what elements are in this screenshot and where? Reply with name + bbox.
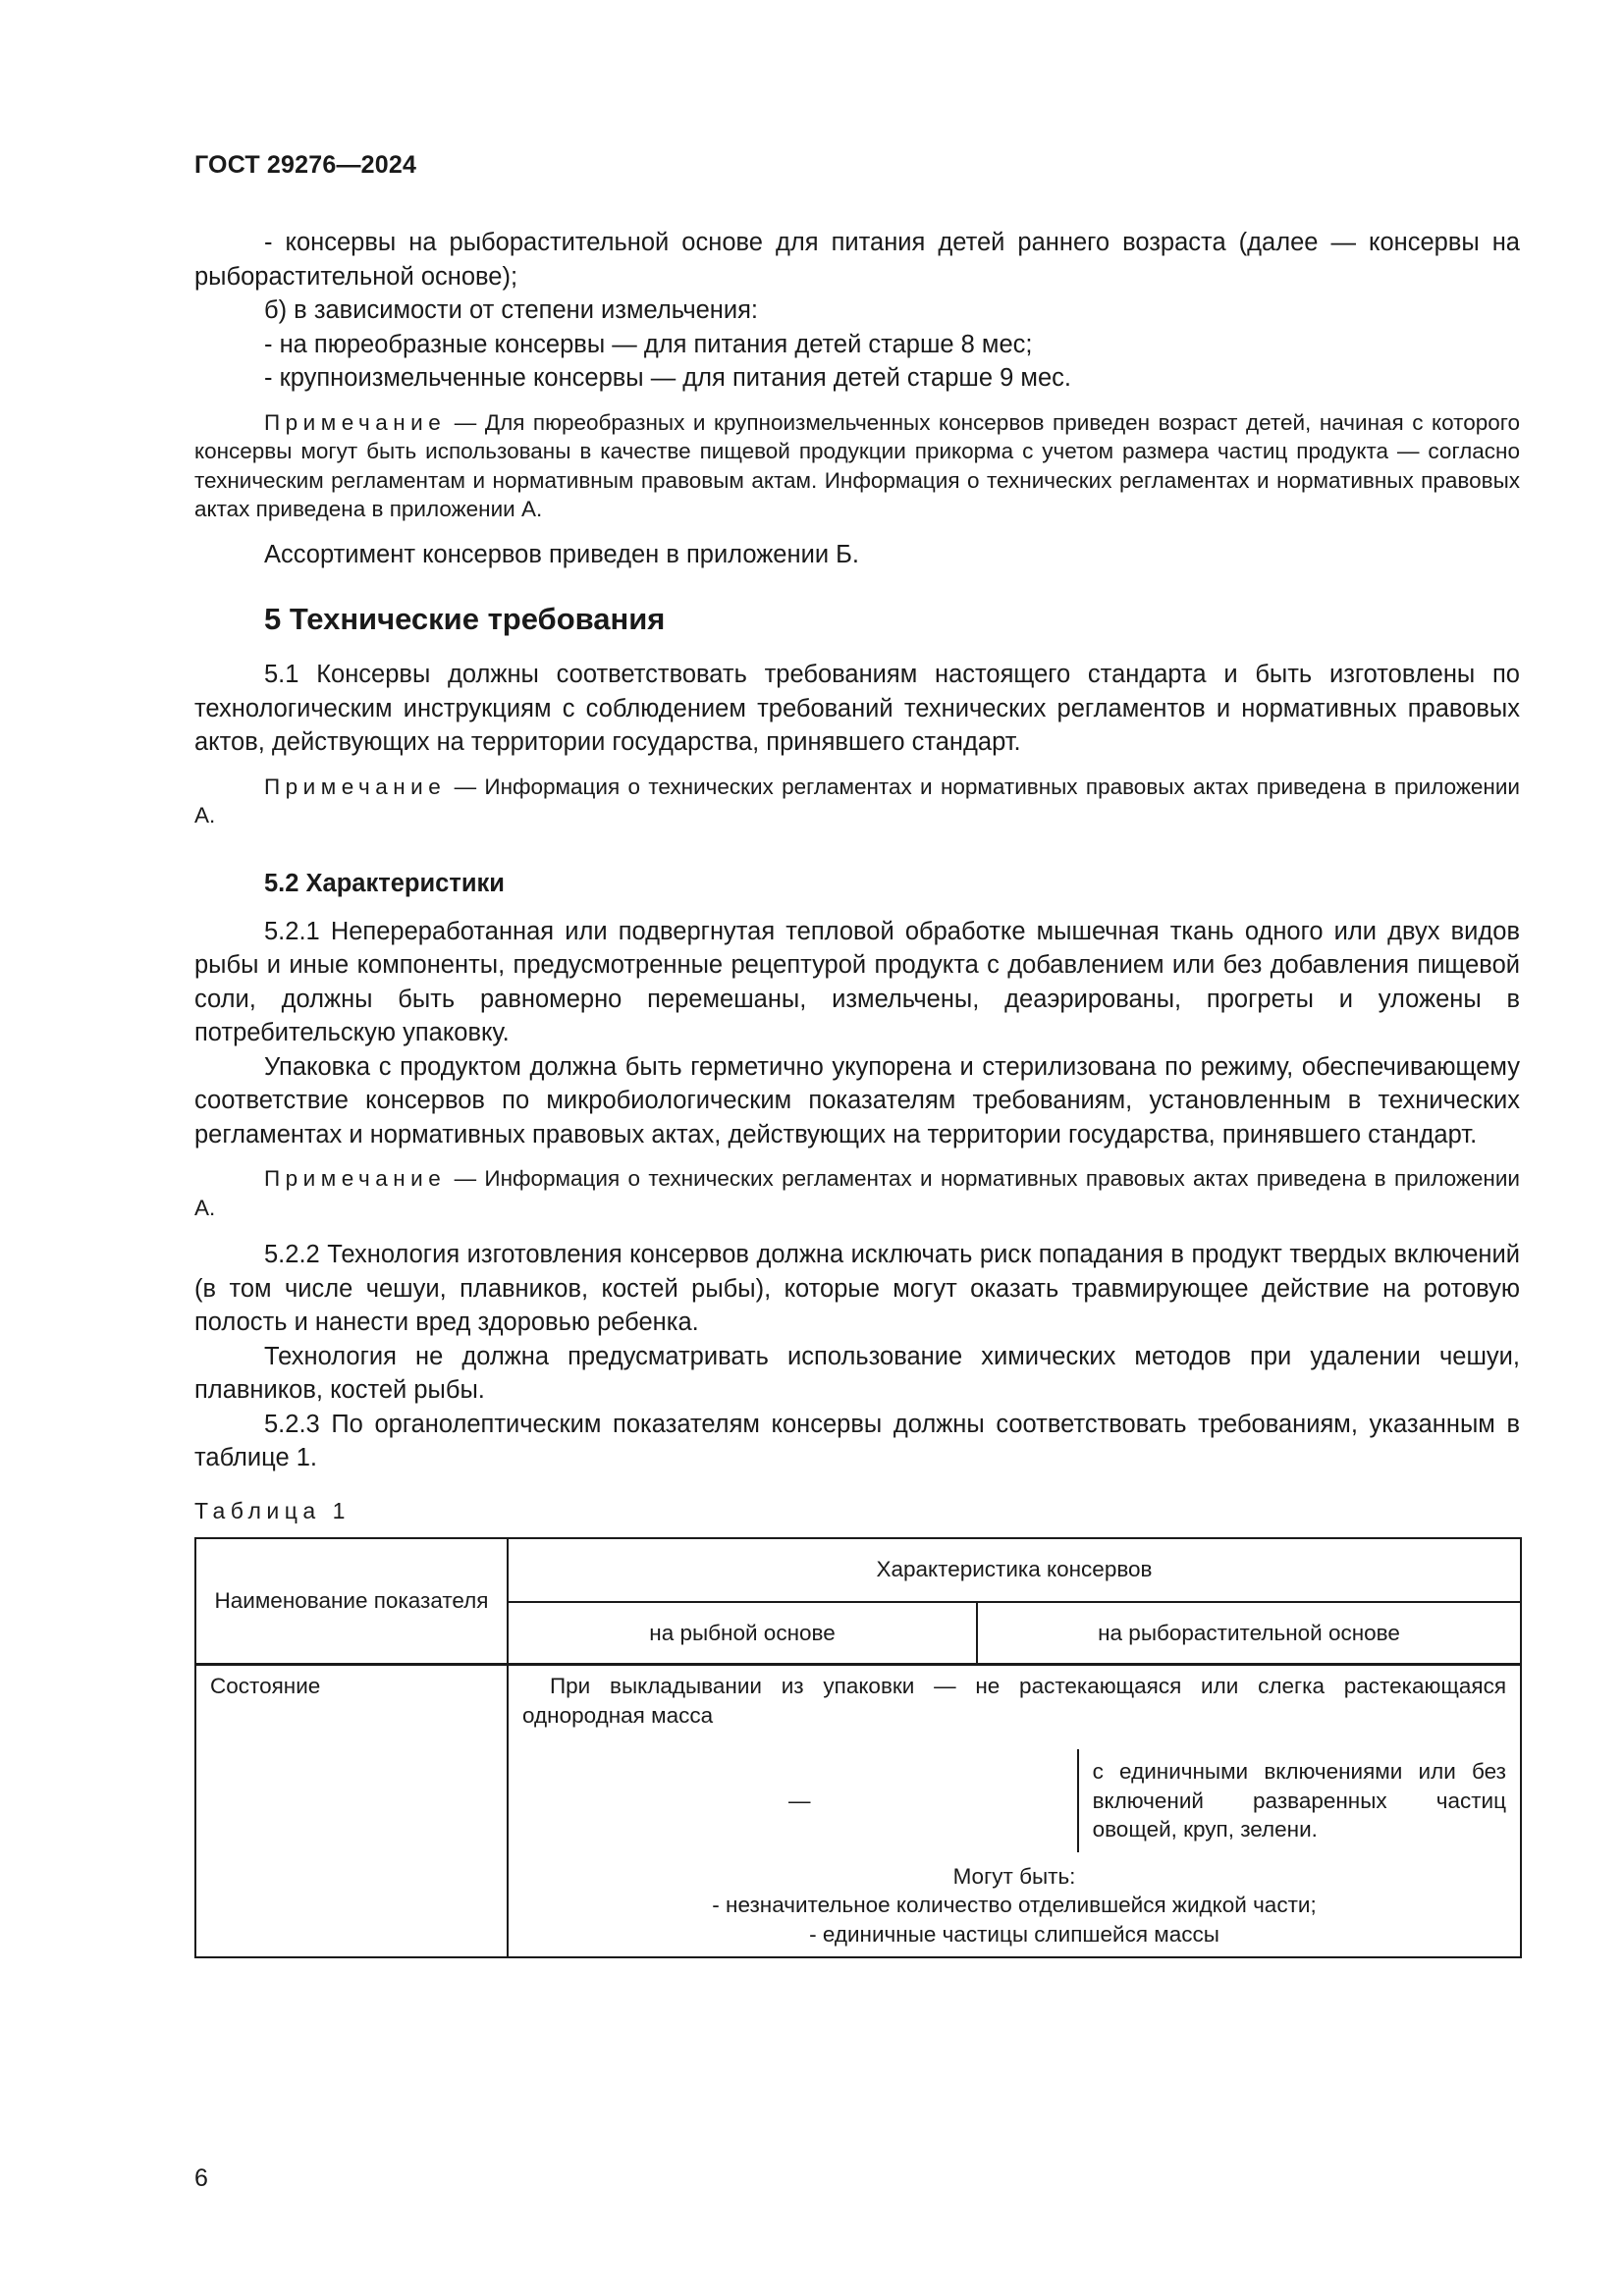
paragraph: Технология не должна предусматривать использование химических методов при удалении чешуи, плавников, костей рыбы. (194, 1342, 1520, 1404)
page-header-doc-id: ГОСТ 29276—2024 (194, 151, 417, 179)
table-header-fish-based: на рыбной основе (508, 1602, 977, 1665)
table-header-characteristic: Характеристика консервов (508, 1538, 1521, 1602)
table-subgrid (522, 1749, 1506, 1852)
paragraph: 5.2.1 Непереработанная или подвергнутая тепловой обработке мышечная ткань одного или двух видов рыбы и иные компоненты, предусмотренные рецептурой продукта с добавлением или без добавления пищевой соли, должны быть равномерно перемешаны, измельчены, деаэрированы, прогреты и уложены в потребительскую упаковку. (194, 917, 1520, 1046)
note-label: Примечание (264, 409, 447, 435)
paragraph: б) в зависимости от степени измельчения: (264, 296, 759, 324)
table-cell-indicator: Состояние (195, 1665, 508, 1958)
section-title: 5 Технические требования (264, 602, 666, 636)
note-label: Примечание (264, 1166, 447, 1191)
note-text: — Информация о технических регламентах и нормативных правовых актах приведена в приложении А. (194, 1166, 1520, 1220)
paragraph: - крупноизмельченные консервы — для питания детей старше 9 мес. (264, 364, 1071, 392)
table-cell-characteristic (508, 1665, 1521, 1958)
paragraph: - на пюреобразные консервы — для питания детей старше 8 мес; (264, 330, 1033, 358)
may-be-item: - незначительное количество отделившейся жидкой части; (712, 1893, 1317, 1917)
table-caption: Таблица 1 (194, 1497, 351, 1523)
note (194, 1164, 1520, 1222)
table-cell-fish-value: — (788, 1788, 811, 1813)
table-cell-fish-veg-value: с единичными включениями или без включений разваренных частиц овощей, круп, зелени. (1078, 1749, 1506, 1852)
table-cell-common-text: При выкладывании из упаковки — не растекающаяся или слегка растекающаяся однородная масса (522, 1674, 1506, 1728)
note-label: Примечание (264, 774, 447, 799)
paragraph: 5.1 Консервы должны соответствовать требованиям настоящего стандарта и быть изготовлены по технологическим инструкциям с соблюдением требований технических регламентов и нормативных правовых актов, действующих на территории государства, принявшего стандарт. (194, 661, 1520, 756)
paragraph: Ассортимент консервов приведен в приложении Б. (264, 540, 859, 568)
note-text: — Для пюреобразных и крупноизмельченных консервов приведен возраст детей, начиная с которого консервы могут быть использованы в качестве пищевой продукции прикорма с учетом размера частиц продукта — согласно техническим регламентам и нормативным правовым актам. Информация о технических регламентах и нормативных правовых актах приведена в приложении А. (194, 409, 1520, 521)
page-content (194, 226, 1520, 1958)
may-be-label: Могут быть: (952, 1863, 1076, 1889)
paragraph: 5.2.3 По органолептическим показателям консервы должны соответствовать требованиям, указанным в таблице 1. (194, 1410, 1520, 1471)
table-cell-may-be (522, 1862, 1506, 1949)
may-be-item: - единичные частицы слипшейся массы (809, 1921, 1219, 1947)
subsection-title: 5.2 Характеристики (264, 869, 505, 897)
note (194, 773, 1520, 830)
note-text: — Информация о технических регламентах и нормативных правовых актах приведена в приложении А. (194, 774, 1520, 828)
paragraph: 5.2.2 Технология изготовления консервов должна исключать риск попадания в продукт твердых включений (в том числе чешуи, плавников, костей рыбы), которые могут оказать травмирующее действие на ротовую полость и нанести вред здоровью ребенка. (194, 1241, 1520, 1336)
note (194, 408, 1520, 524)
paragraph: - консервы на рыборастительной основе для питания детей раннего возраста (далее — консервы на рыборастительной основе); (194, 229, 1520, 291)
table-header-indicator-name: Наименование показателя (195, 1538, 508, 1665)
page-number: 6 (194, 2164, 208, 2192)
paragraph: Упаковка с продуктом должна быть герметично укупорена и стерилизована по режиму, обеспечивающему соответствие консервов по микробиологическим показателям требованиям, установленным в технических регламентах и нормативных правовых актах, действующих на территории государства, принявшего стандарт. (194, 1052, 1520, 1148)
table-1 (194, 1537, 1522, 1959)
table-header-fish-veg-based: на рыборастительной основе (977, 1602, 1521, 1665)
